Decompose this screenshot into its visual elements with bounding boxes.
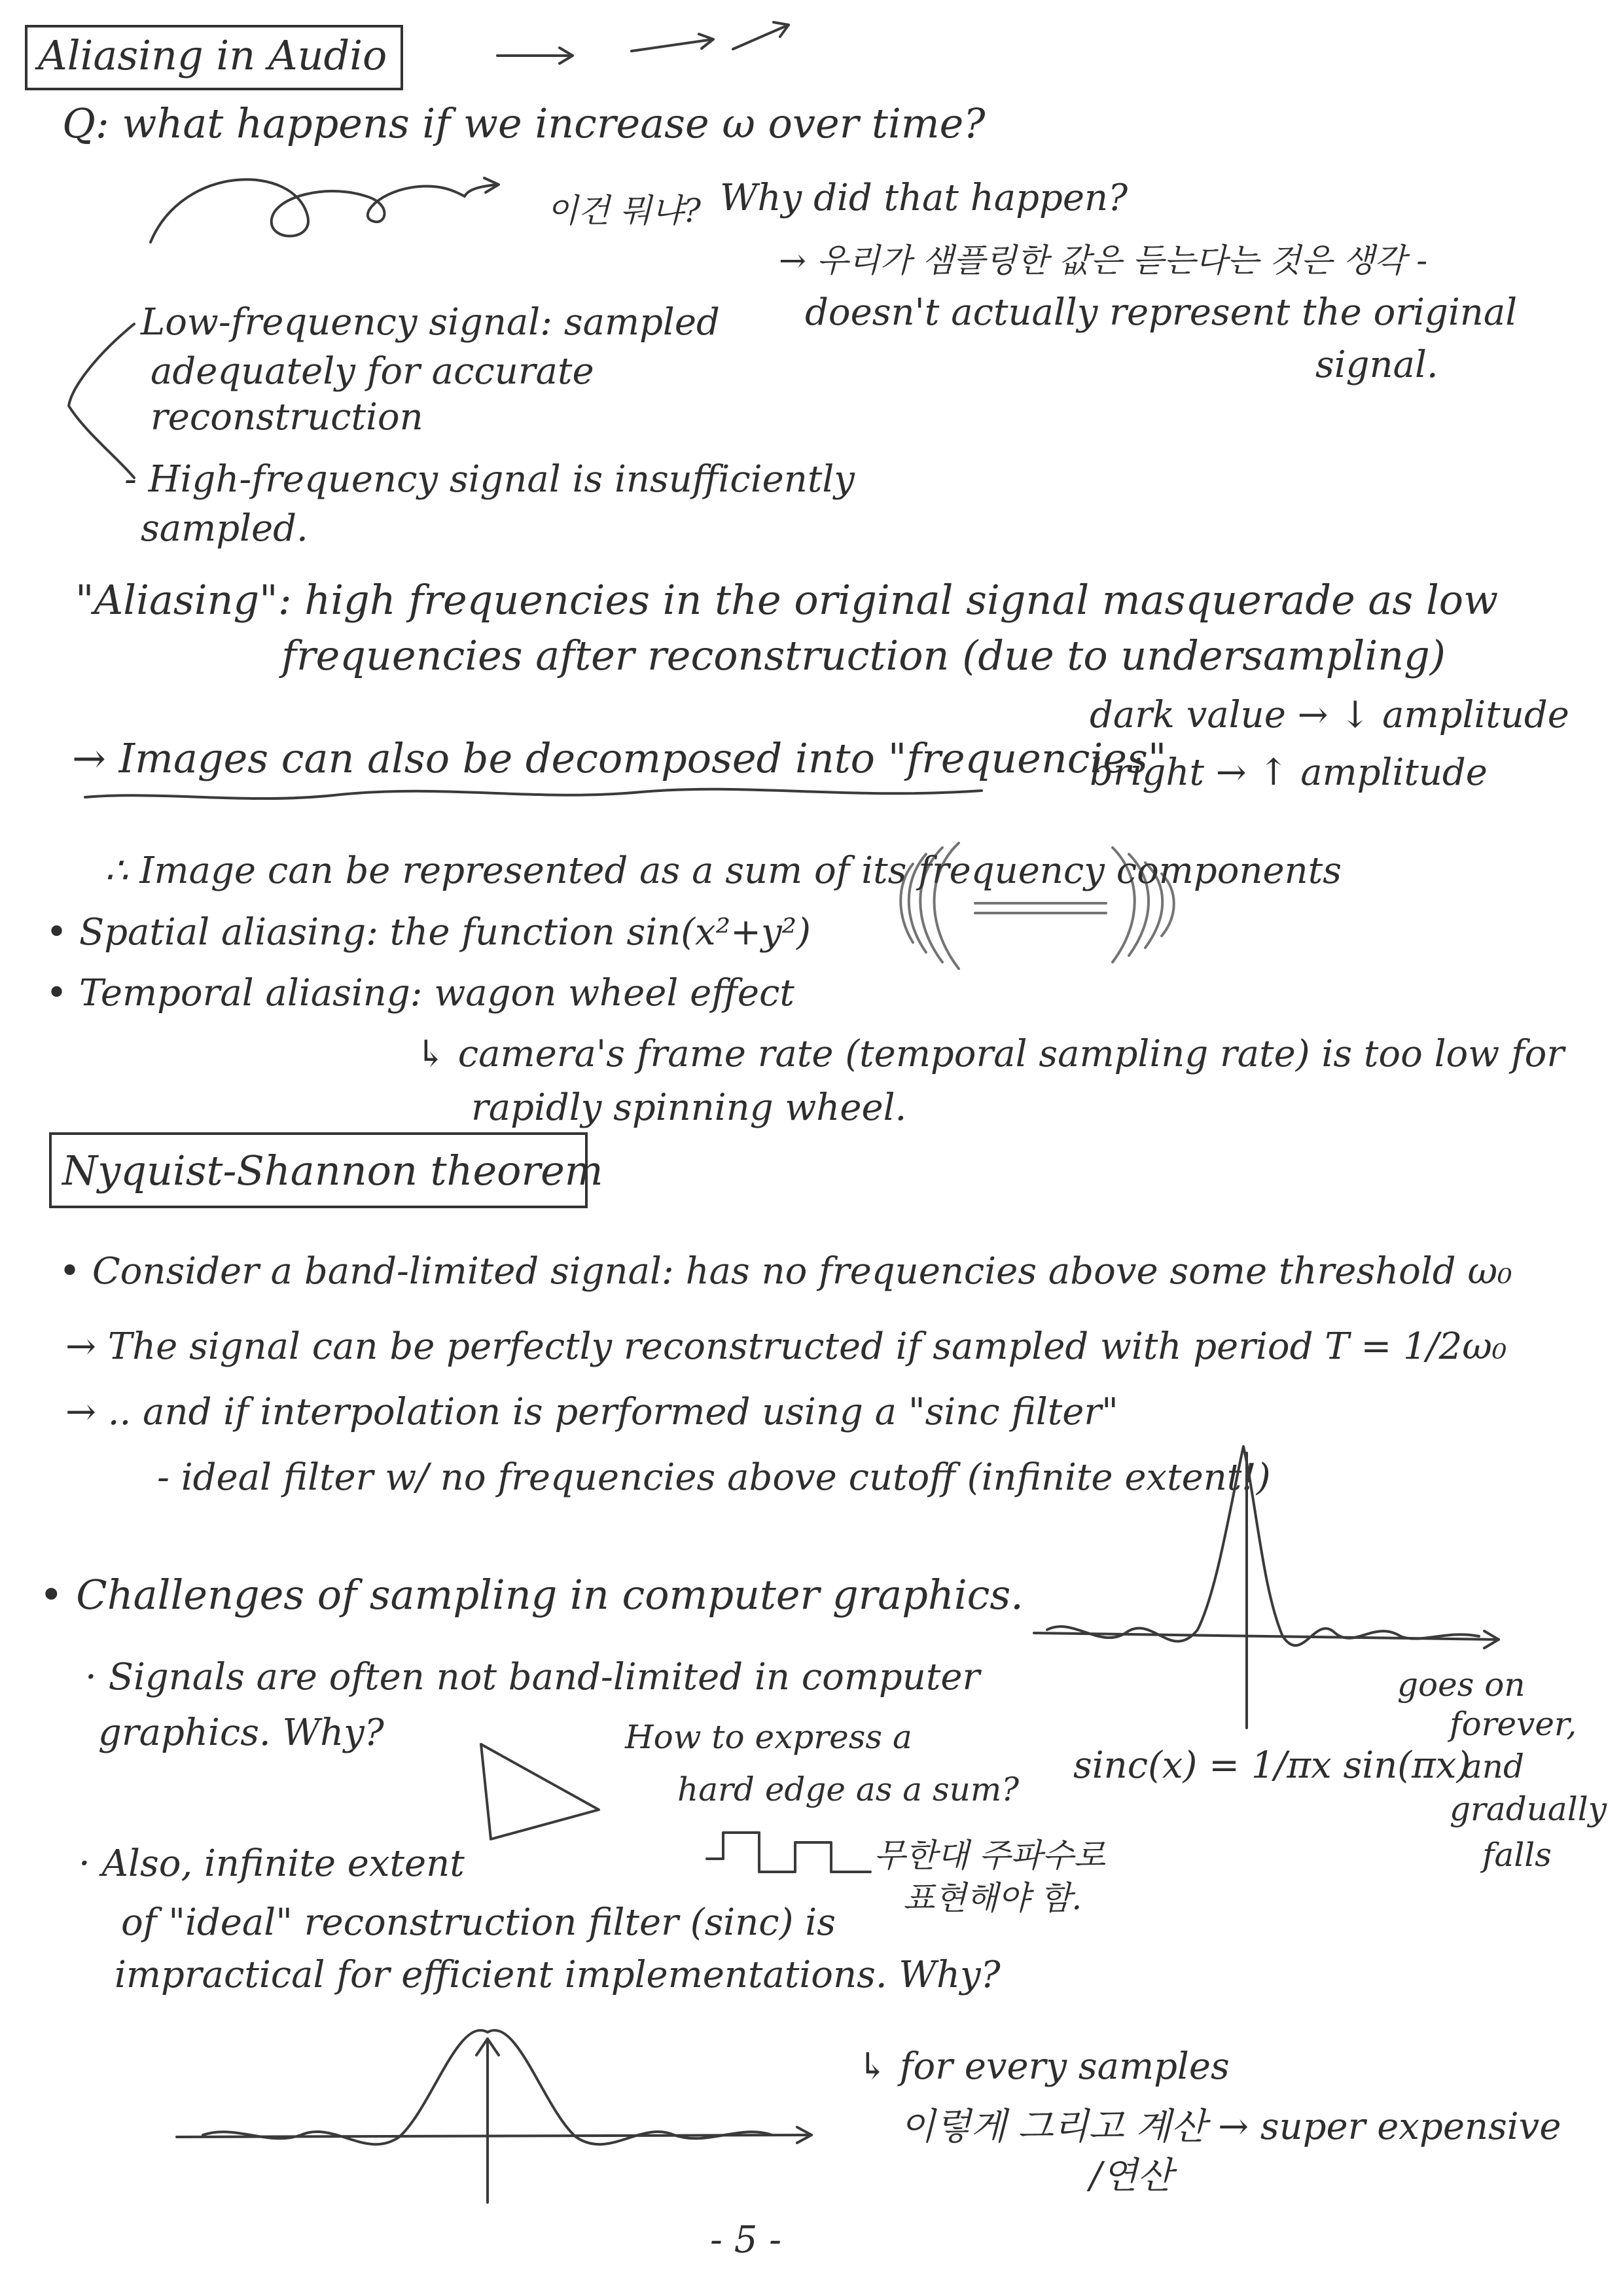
low-freq-line-3: reconstruction — [151, 396, 423, 439]
aliasing-definition-line-2: frequencies after reconstruction (due to undersampling) — [281, 632, 1446, 679]
sum-of-components-line: ∴ Image can be represented as a sum of its frequency components — [105, 850, 1342, 892]
hard-edge-line-2: hard edge as a sum? — [677, 1770, 1020, 1808]
ideal-filter-line: - ideal filter w/ no frequencies above cutoff (infinite extent!) — [157, 1456, 1271, 1499]
and-gradually-1: and — [1463, 1748, 1525, 1785]
signals-not-band-limited-2: graphics. Why? — [98, 1712, 384, 1754]
square-wave-sketch — [707, 1833, 870, 1872]
page-number: - 5 - — [710, 2219, 782, 2261]
korean-expensive-note-2: /연산 — [1090, 2155, 1173, 2197]
and-gradually-2: gradually — [1450, 1790, 1607, 1828]
also-infinite-extent-2: of "ideal" reconstruction filter (sinc) is — [121, 1901, 836, 1944]
spatial-aliasing-line: • Spatial aliasing: the function sin(x²+y²) — [46, 911, 811, 954]
challenges-line: • Challenges of sampling in computer graphics. — [39, 1571, 1024, 1619]
korean-note-2: 표현해야 함. — [903, 1879, 1082, 1917]
also-infinite-extent-1: · Also, infinite extent — [79, 1842, 465, 1885]
temporal-aliasing-line: • Temporal aliasing: wagon wheel effect — [46, 972, 794, 1014]
heading-nyquist-shannon: Nyquist-Shannon theorem — [62, 1147, 603, 1194]
perfect-reconstruction-line: → The signal can be perfectly reconstructed if sampled with period T = 1/2ω₀ — [65, 1325, 1507, 1368]
answer-line-2: doesn't actually represent the original — [805, 291, 1518, 334]
loop-curve-sketch — [151, 178, 499, 242]
question-line: Q: what happens if we increase ω over time? — [62, 99, 986, 147]
heading-arrows — [497, 22, 789, 63]
loop-note: 이건 뭐냐? — [546, 192, 701, 230]
sinc-interpolation-line: → .. and if interpolation is performed using a "sinc filter" — [65, 1391, 1118, 1433]
aliasing-definition-line-1: "Aliasing": high frequencies in the original signal masquerade as low — [75, 576, 1499, 624]
low-freq-line-1: Low-frequency signal: sampled — [141, 301, 720, 344]
korean-note-1: 무한대 주파수로 — [874, 1837, 1105, 1874]
bright-value-note: bright → ↑ amplitude — [1090, 751, 1488, 794]
consider-band-limited-line: • Consider a band-limited signal: has no frequencies above some threshold ω₀ — [59, 1250, 1512, 1293]
signals-not-band-limited-1: · Signals are often not band-limited in computer — [85, 1656, 980, 1698]
and-gradually-3: falls — [1482, 1836, 1552, 1874]
for-every-samples: ↳ for every samples — [857, 2045, 1230, 2088]
heading-aliasing-in-audio: Aliasing in Audio — [38, 31, 387, 79]
high-freq-line-2: sampled. — [141, 507, 308, 550]
low-freq-line-2: adequately for accurate — [151, 350, 594, 393]
dark-value-note: dark value → ↓ amplitude — [1090, 694, 1569, 736]
goes-on-forever-2: forever, — [1450, 1705, 1577, 1743]
goes-on-forever-1: goes on — [1397, 1666, 1525, 1704]
sinc-formula: sinc(x) = 1/πx sin(πx) — [1073, 1744, 1471, 1787]
images-frequencies-line: → Images can also be decomposed into "frequencies" — [72, 734, 1167, 782]
also-infinite-extent-3: impractical for efficient implementations. Why? — [115, 1954, 1001, 1996]
sinc-plot-bottom — [177, 2030, 812, 2202]
korean-expensive-note: 이렇게 그리고 계산 → super expensive — [900, 2106, 1561, 2148]
triangle-sketch — [481, 1744, 599, 1839]
answer-line-1: → 우리가 샘플링한 값은 듣는다는 것은 생각 - — [779, 242, 1428, 279]
why-line: Why did that happen? — [720, 177, 1128, 219]
high-freq-line-1: - High-frequency signal is insufficiently — [124, 458, 855, 501]
wavy-underline — [85, 789, 982, 798]
answer-line-3: signal. — [1315, 344, 1438, 386]
camera-frame-rate-line-1: ↳ camera's frame rate (temporal sampling rate) is too low for — [416, 1033, 1565, 1075]
camera-frame-rate-line-2: rapidly spinning wheel. — [471, 1086, 907, 1129]
hard-edge-line-1: How to express a — [625, 1718, 912, 1756]
bracket-sketch — [69, 324, 134, 478]
